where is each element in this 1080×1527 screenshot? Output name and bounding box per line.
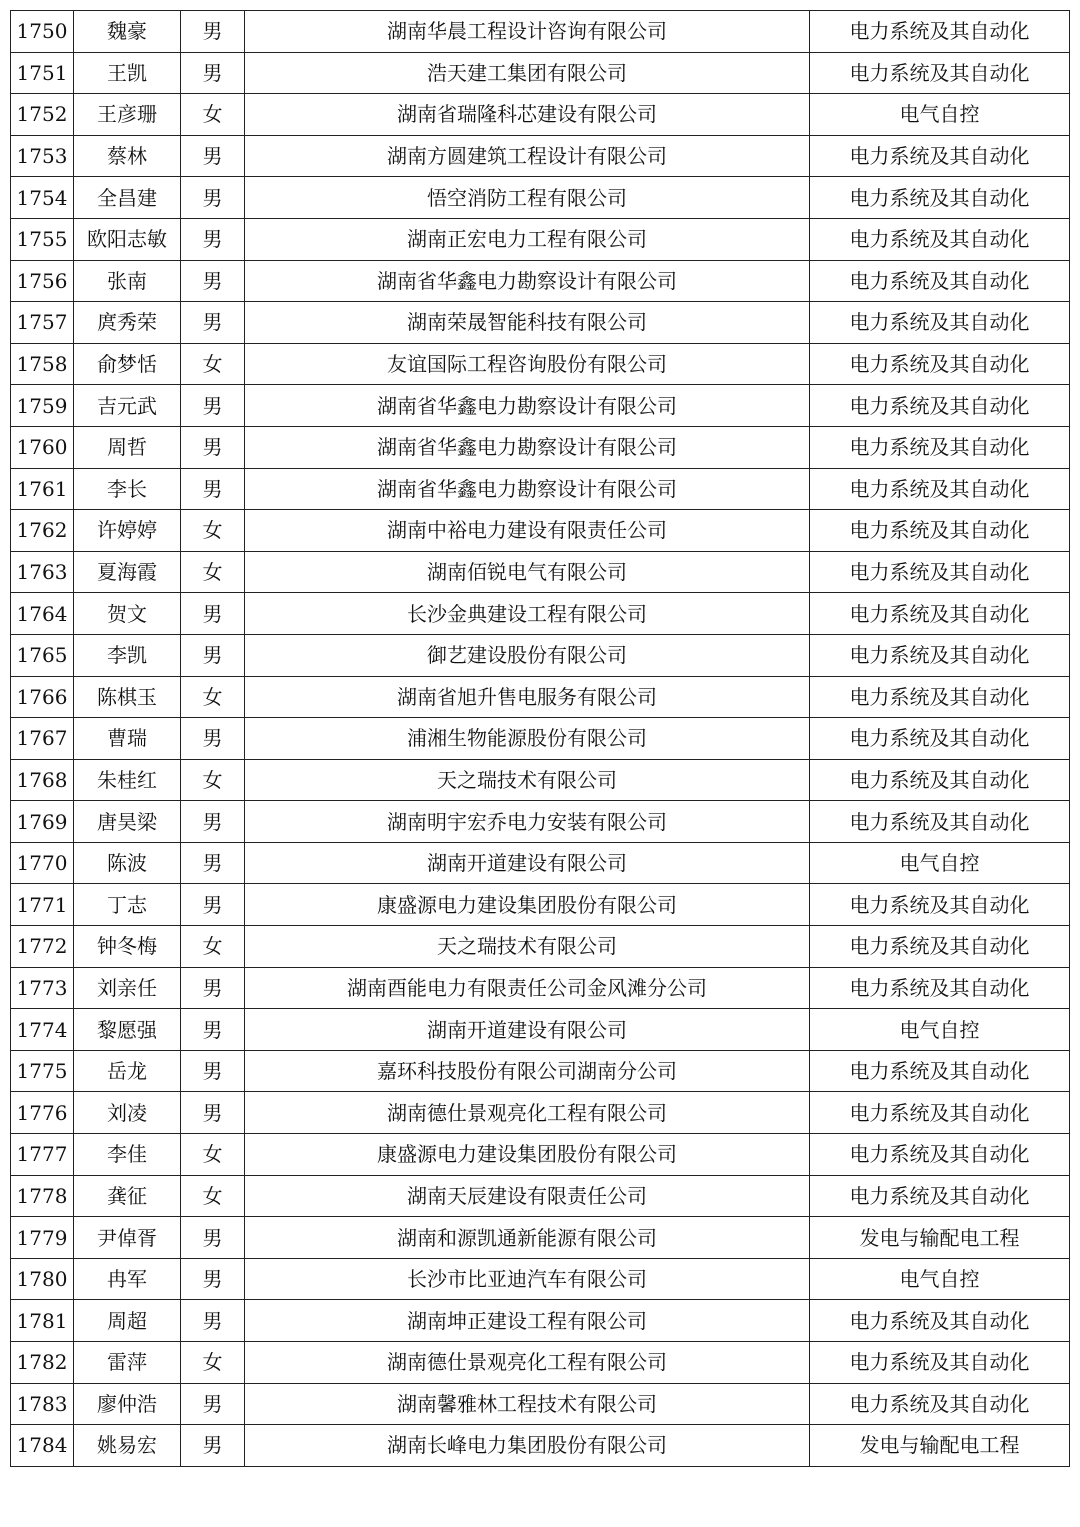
table-row <box>11 11 1070 53</box>
row-number-cell: 1759 <box>11 385 74 427</box>
name-cell: 唐昊梁 <box>74 801 181 843</box>
table-row <box>11 759 1070 801</box>
major-cell: 电力系统及其自动化 <box>810 135 1070 177</box>
table-row <box>11 676 1070 718</box>
major-cell: 电力系统及其自动化 <box>810 468 1070 510</box>
major-cell: 电力系统及其自动化 <box>810 52 1070 94</box>
gender-cell: 男 <box>181 1300 245 1342</box>
row-number-cell: 1773 <box>11 967 74 1009</box>
row-number-cell: 1754 <box>11 177 74 219</box>
row-number-cell: 1758 <box>11 343 74 385</box>
major-cell: 电力系统及其自动化 <box>810 1300 1070 1342</box>
major-cell: 电力系统及其自动化 <box>810 260 1070 302</box>
name-cell: 曹瑞 <box>74 718 181 760</box>
table-row <box>11 218 1070 260</box>
major-cell: 电力系统及其自动化 <box>810 218 1070 260</box>
major-cell: 电力系统及其自动化 <box>810 510 1070 552</box>
gender-cell: 男 <box>181 426 245 468</box>
name-cell: 刘凌 <box>74 1092 181 1134</box>
table-row <box>11 52 1070 94</box>
row-number-cell: 1770 <box>11 842 74 884</box>
gender-cell: 女 <box>181 94 245 136</box>
row-number-cell: 1763 <box>11 551 74 593</box>
table-row <box>11 551 1070 593</box>
row-number-cell: 1764 <box>11 593 74 635</box>
row-number-cell: 1776 <box>11 1092 74 1134</box>
gender-cell: 男 <box>181 967 245 1009</box>
table-row <box>11 1009 1070 1051</box>
gender-cell: 男 <box>181 177 245 219</box>
name-cell: 龚征 <box>74 1175 181 1217</box>
gender-cell: 男 <box>181 1383 245 1425</box>
company-cell: 悟空消防工程有限公司 <box>245 177 810 219</box>
gender-cell: 女 <box>181 343 245 385</box>
row-number-cell: 1780 <box>11 1258 74 1300</box>
gender-cell: 男 <box>181 718 245 760</box>
major-cell: 电力系统及其自动化 <box>810 302 1070 344</box>
row-number-cell: 1778 <box>11 1175 74 1217</box>
major-cell: 电力系统及其自动化 <box>810 1050 1070 1092</box>
company-cell: 湖南佰锐电气有限公司 <box>245 551 810 593</box>
company-cell: 湖南省华鑫电力勘察设计有限公司 <box>245 260 810 302</box>
row-number-cell: 1766 <box>11 676 74 718</box>
company-cell: 湖南华晨工程设计咨询有限公司 <box>245 11 810 53</box>
table-row <box>11 884 1070 926</box>
company-cell: 友谊国际工程咨询股份有限公司 <box>245 343 810 385</box>
gender-cell: 女 <box>181 1134 245 1176</box>
table-row <box>11 1300 1070 1342</box>
table-row <box>11 260 1070 302</box>
gender-cell: 男 <box>181 11 245 53</box>
company-cell: 湖南开道建设有限公司 <box>245 1009 810 1051</box>
company-cell: 湖南德仕景观亮化工程有限公司 <box>245 1092 810 1134</box>
table-row <box>11 302 1070 344</box>
company-cell: 康盛源电力建设集团股份有限公司 <box>245 884 810 926</box>
company-cell: 湖南省华鑫电力勘察设计有限公司 <box>245 385 810 427</box>
name-cell: 钟冬梅 <box>74 926 181 968</box>
roster-table <box>10 10 1070 1467</box>
major-cell: 电力系统及其自动化 <box>810 385 1070 427</box>
table-row <box>11 510 1070 552</box>
company-cell: 天之瑞技术有限公司 <box>245 926 810 968</box>
table-row <box>11 718 1070 760</box>
major-cell: 发电与输配电工程 <box>810 1217 1070 1259</box>
major-cell: 电气自控 <box>810 842 1070 884</box>
name-cell: 黎愿强 <box>74 1009 181 1051</box>
row-number-cell: 1769 <box>11 801 74 843</box>
company-cell: 湖南省瑞隆科芯建设有限公司 <box>245 94 810 136</box>
major-cell: 电力系统及其自动化 <box>810 551 1070 593</box>
table-row <box>11 468 1070 510</box>
name-cell: 丁志 <box>74 884 181 926</box>
row-number-cell: 1757 <box>11 302 74 344</box>
name-cell: 贺文 <box>74 593 181 635</box>
row-number-cell: 1772 <box>11 926 74 968</box>
gender-cell: 男 <box>181 385 245 427</box>
name-cell: 欧阳志敏 <box>74 218 181 260</box>
major-cell: 电力系统及其自动化 <box>810 177 1070 219</box>
table-row <box>11 1175 1070 1217</box>
gender-cell: 男 <box>181 1009 245 1051</box>
gender-cell: 男 <box>181 218 245 260</box>
name-cell: 吉元武 <box>74 385 181 427</box>
gender-cell: 女 <box>181 759 245 801</box>
row-number-cell: 1777 <box>11 1134 74 1176</box>
company-cell: 湖南省华鑫电力勘察设计有限公司 <box>245 426 810 468</box>
table-row <box>11 1342 1070 1384</box>
gender-cell: 男 <box>181 842 245 884</box>
table-row <box>11 1050 1070 1092</box>
name-cell: 雷萍 <box>74 1342 181 1384</box>
row-number-cell: 1781 <box>11 1300 74 1342</box>
name-cell: 姚易宏 <box>74 1425 181 1467</box>
company-cell: 湖南馨雅林工程技术有限公司 <box>245 1383 810 1425</box>
row-number-cell: 1761 <box>11 468 74 510</box>
gender-cell: 男 <box>181 884 245 926</box>
row-number-cell: 1782 <box>11 1342 74 1384</box>
name-cell: 冉军 <box>74 1258 181 1300</box>
company-cell: 湖南开道建设有限公司 <box>245 842 810 884</box>
major-cell: 电力系统及其自动化 <box>810 11 1070 53</box>
table-row <box>11 967 1070 1009</box>
table-row <box>11 1383 1070 1425</box>
major-cell: 电力系统及其自动化 <box>810 343 1070 385</box>
company-cell: 湖南中裕电力建设有限责任公司 <box>245 510 810 552</box>
name-cell: 周哲 <box>74 426 181 468</box>
company-cell: 嘉环科技股份有限公司湖南分公司 <box>245 1050 810 1092</box>
company-cell: 湖南省旭升售电服务有限公司 <box>245 676 810 718</box>
name-cell: 许婷婷 <box>74 510 181 552</box>
gender-cell: 男 <box>181 302 245 344</box>
company-cell: 湖南坤正建设工程有限公司 <box>245 1300 810 1342</box>
table-row <box>11 801 1070 843</box>
company-cell: 湖南德仕景观亮化工程有限公司 <box>245 1342 810 1384</box>
gender-cell: 男 <box>181 593 245 635</box>
gender-cell: 男 <box>181 135 245 177</box>
row-number-cell: 1784 <box>11 1425 74 1467</box>
company-cell: 湖南明宇宏乔电力安装有限公司 <box>245 801 810 843</box>
gender-cell: 女 <box>181 510 245 552</box>
major-cell: 电力系统及其自动化 <box>810 634 1070 676</box>
row-number-cell: 1775 <box>11 1050 74 1092</box>
row-number-cell: 1751 <box>11 52 74 94</box>
row-number-cell: 1756 <box>11 260 74 302</box>
gender-cell: 男 <box>181 1258 245 1300</box>
major-cell: 电力系统及其自动化 <box>810 926 1070 968</box>
name-cell: 陈棋玉 <box>74 676 181 718</box>
company-cell: 康盛源电力建设集团股份有限公司 <box>245 1134 810 1176</box>
row-number-cell: 1765 <box>11 634 74 676</box>
table-row <box>11 842 1070 884</box>
name-cell: 廖仲浩 <box>74 1383 181 1425</box>
major-cell: 发电与输配电工程 <box>810 1425 1070 1467</box>
gender-cell: 女 <box>181 1342 245 1384</box>
row-number-cell: 1752 <box>11 94 74 136</box>
row-number-cell: 1767 <box>11 718 74 760</box>
row-number-cell: 1768 <box>11 759 74 801</box>
table-row <box>11 634 1070 676</box>
gender-cell: 男 <box>181 1050 245 1092</box>
company-cell: 御艺建设股份有限公司 <box>245 634 810 676</box>
name-cell: 庹秀荣 <box>74 302 181 344</box>
major-cell: 电力系统及其自动化 <box>810 1342 1070 1384</box>
major-cell: 电力系统及其自动化 <box>810 1383 1070 1425</box>
gender-cell: 女 <box>181 676 245 718</box>
row-number-cell: 1783 <box>11 1383 74 1425</box>
table-row <box>11 343 1070 385</box>
name-cell: 朱桂红 <box>74 759 181 801</box>
table-row <box>11 1258 1070 1300</box>
company-cell: 湖南天辰建设有限责任公司 <box>245 1175 810 1217</box>
major-cell: 电力系统及其自动化 <box>810 1134 1070 1176</box>
row-number-cell: 1755 <box>11 218 74 260</box>
name-cell: 俞梦恬 <box>74 343 181 385</box>
major-cell: 电力系统及其自动化 <box>810 759 1070 801</box>
company-cell: 浦湘生物能源股份有限公司 <box>245 718 810 760</box>
table-row <box>11 385 1070 427</box>
gender-cell: 男 <box>181 1217 245 1259</box>
row-number-cell: 1753 <box>11 135 74 177</box>
major-cell: 电力系统及其自动化 <box>810 801 1070 843</box>
table-row <box>11 1092 1070 1134</box>
major-cell: 电气自控 <box>810 94 1070 136</box>
gender-cell: 男 <box>181 1425 245 1467</box>
table-row <box>11 1134 1070 1176</box>
major-cell: 电力系统及其自动化 <box>810 1175 1070 1217</box>
company-cell: 长沙金典建设工程有限公司 <box>245 593 810 635</box>
gender-cell: 男 <box>181 634 245 676</box>
company-cell: 湖南方圆建筑工程设计有限公司 <box>245 135 810 177</box>
company-cell: 湖南长峰电力集团股份有限公司 <box>245 1425 810 1467</box>
name-cell: 全昌建 <box>74 177 181 219</box>
name-cell: 周超 <box>74 1300 181 1342</box>
gender-cell: 男 <box>181 52 245 94</box>
gender-cell: 男 <box>181 801 245 843</box>
table-row <box>11 135 1070 177</box>
company-cell: 湖南省华鑫电力勘察设计有限公司 <box>245 468 810 510</box>
name-cell: 刘亲任 <box>74 967 181 1009</box>
row-number-cell: 1779 <box>11 1217 74 1259</box>
table-row <box>11 177 1070 219</box>
gender-cell: 女 <box>181 1175 245 1217</box>
roster-table-body <box>11 11 1070 1467</box>
name-cell: 李长 <box>74 468 181 510</box>
table-row <box>11 426 1070 468</box>
name-cell: 魏豪 <box>74 11 181 53</box>
name-cell: 夏海霞 <box>74 551 181 593</box>
major-cell: 电力系统及其自动化 <box>810 593 1070 635</box>
table-row <box>11 94 1070 136</box>
table-row <box>11 926 1070 968</box>
row-number-cell: 1750 <box>11 11 74 53</box>
major-cell: 电气自控 <box>810 1258 1070 1300</box>
company-cell: 天之瑞技术有限公司 <box>245 759 810 801</box>
roster-table-container <box>10 10 1069 1467</box>
name-cell: 李佳 <box>74 1134 181 1176</box>
major-cell: 电力系统及其自动化 <box>810 884 1070 926</box>
major-cell: 电力系统及其自动化 <box>810 426 1070 468</box>
row-number-cell: 1771 <box>11 884 74 926</box>
gender-cell: 男 <box>181 1092 245 1134</box>
name-cell: 岳龙 <box>74 1050 181 1092</box>
row-number-cell: 1762 <box>11 510 74 552</box>
name-cell: 尹倬胥 <box>74 1217 181 1259</box>
name-cell: 张南 <box>74 260 181 302</box>
major-cell: 电力系统及其自动化 <box>810 967 1070 1009</box>
gender-cell: 男 <box>181 260 245 302</box>
major-cell: 电力系统及其自动化 <box>810 1092 1070 1134</box>
company-cell: 浩天建工集团有限公司 <box>245 52 810 94</box>
company-cell: 湖南和源凯通新能源有限公司 <box>245 1217 810 1259</box>
name-cell: 陈波 <box>74 842 181 884</box>
gender-cell: 女 <box>181 926 245 968</box>
major-cell: 电力系统及其自动化 <box>810 676 1070 718</box>
table-row <box>11 1425 1070 1467</box>
table-row <box>11 593 1070 635</box>
company-cell: 长沙市比亚迪汽车有限公司 <box>245 1258 810 1300</box>
name-cell: 王凯 <box>74 52 181 94</box>
gender-cell: 男 <box>181 468 245 510</box>
name-cell: 蔡林 <box>74 135 181 177</box>
row-number-cell: 1774 <box>11 1009 74 1051</box>
gender-cell: 女 <box>181 551 245 593</box>
company-cell: 湖南正宏电力工程有限公司 <box>245 218 810 260</box>
company-cell: 湖南荣晟智能科技有限公司 <box>245 302 810 344</box>
major-cell: 电气自控 <box>810 1009 1070 1051</box>
table-row <box>11 1217 1070 1259</box>
name-cell: 李凯 <box>74 634 181 676</box>
name-cell: 王彦珊 <box>74 94 181 136</box>
company-cell: 湖南酉能电力有限责任公司金风滩分公司 <box>245 967 810 1009</box>
major-cell: 电力系统及其自动化 <box>810 718 1070 760</box>
row-number-cell: 1760 <box>11 426 74 468</box>
